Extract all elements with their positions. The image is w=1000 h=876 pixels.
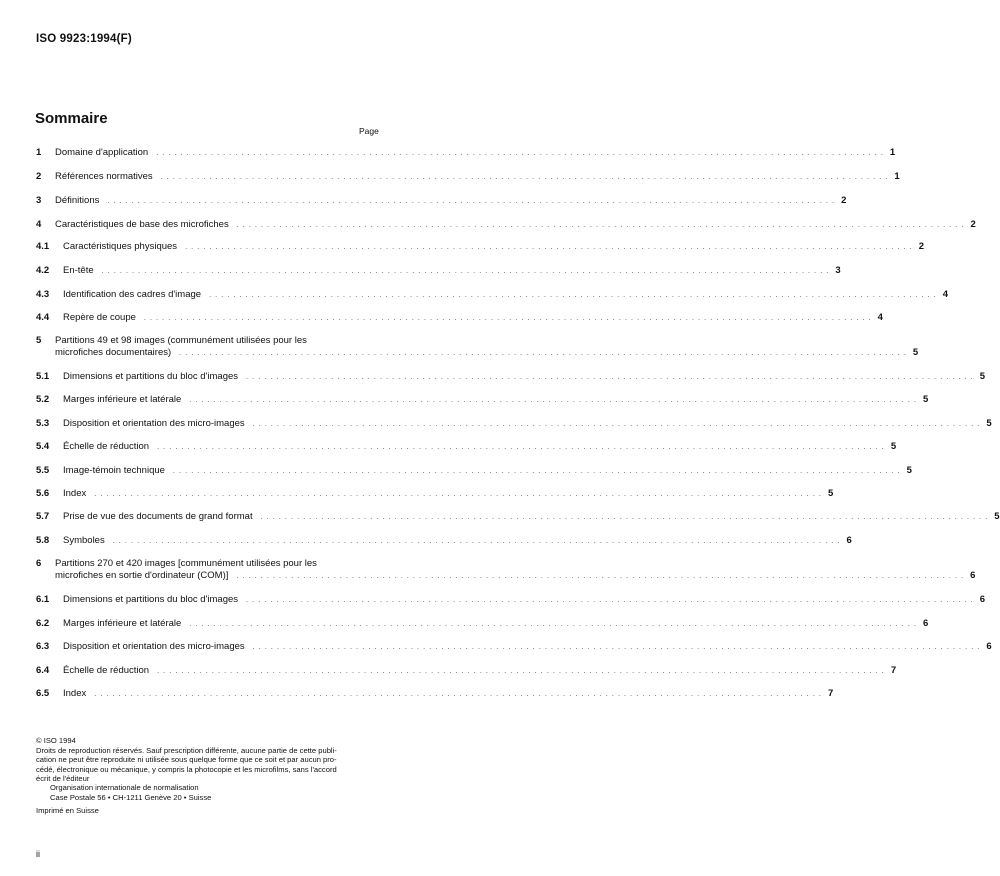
toc-entry-number: 4 (36, 219, 42, 230)
page-title: Sommaire (35, 110, 108, 127)
toc-entry-page: 1 (889, 147, 896, 158)
toc-entry-page: 3 (835, 265, 841, 276)
toc-entry (36, 289, 949, 302)
toc-entry (36, 688, 834, 701)
toc-entry-number: 5 (36, 335, 42, 346)
toc-entry (36, 418, 992, 431)
organization-name: Organisation internationale de normalisation (50, 783, 199, 792)
dot-leader: . . . . . . . . . . . . . . . . . . . . . . . . . . . . . . . . . . . . . . . . . . . . . . . . . . . . . . . . . . . . . . . . . . . . . . . . . . . . . . . . . . . . . . . . . . . . . . . . . . . . . . . . . . . . . . . . . . . . . . . . (246, 597, 974, 604)
toc-entry-page: 2 (841, 195, 847, 206)
toc-entry-page: 4 (942, 289, 949, 300)
toc-entry-title: Dimensions et partitions du bloc d'images (63, 594, 239, 605)
toc-entry-page: 6 (986, 641, 992, 652)
toc-entry-number: 6.2 (36, 618, 50, 629)
toc-entry-number: 4.2 (36, 265, 50, 276)
dot-leader: . . . . . . . . . . . . . . . . . . . . . . . . . . . . . . . . . . . . . . . . . . . . . . . . . . . . . . . . . . . . . . . . . . . . . . . . . . . . . . . . . . . . . . . . . . . . . . . . . . . . . . . . . . . . . . . . . . . . . . . . (157, 444, 885, 451)
toc-entry-page: 5 (827, 488, 834, 499)
toc-entry-number: 6.4 (36, 665, 50, 676)
toc-entry-number: 5.6 (36, 488, 50, 499)
toc-entry-title: Caractéristiques physiques (63, 241, 178, 252)
toc-entry-number: 4.4 (36, 312, 50, 323)
toc-entry-number: 5.1 (36, 371, 50, 382)
toc-entry-number: 5.2 (36, 394, 50, 405)
toc-entry-number: 4.3 (36, 289, 50, 300)
toc-entry (36, 641, 992, 654)
dot-leader: . . . . . . . . . . . . . . . . . . . . . . . . . . . . . . . . . . . . . . . . . . . . . . . . . . . . . . . . . . . . . . . . . . . . . . . . . . . . . . . . . . . . . . . . . . . . . . . . . . . . . . . . . . . . . . . . . . . . . . . . (94, 691, 822, 698)
toc-entry (36, 465, 912, 478)
toc-entry-page: 6 (979, 594, 986, 605)
toc-entry (36, 171, 900, 184)
toc-entry (36, 441, 897, 454)
toc-entry (36, 558, 976, 583)
toc-entry (36, 312, 883, 325)
copyright-text-4: écrit de l'éditeur (36, 774, 90, 783)
dot-leader: . . . . . . . . . . . . . . . . . . . . . . . . . . . . . . . . . . . . . . . . . . . . . . . . . . . . . . . . . . . . . . . . . . . . . . . . . . . . . . . . . . . . . . . . . . . . . . . . . . . . . . . . . . . . . . . . . . . . . . . . (156, 150, 884, 157)
organization-address (50, 783, 211, 802)
dot-leader: . . . . . . . . . . . . . . . . . . . . . . . . . . . . . . . . . . . . . . . . . . . . . . . . . . . . . . . . . . . . . . . . . . . . . . . . . . . . . . . . . . . . . . . . . . . . . . . . . . . . . . . . . . . . . . . . . . . . . . . . (246, 374, 974, 381)
toc-entry-number: 4.1 (36, 241, 50, 252)
toc-entry (36, 665, 897, 678)
dot-leader: . . . . . . . . . . . . . . . . . . . . . . . . . . . . . . . . . . . . . . . . . . . . . . . . . . . . . . . . . . . . . . . . . . . . . . . . . . . . . . . . . . . . . . . . . . . . . . . . . . . . . . . . . . . . . . . . . . . . . . . . (236, 573, 965, 580)
toc-entry-page: 6 (970, 570, 976, 581)
toc-entry-page: 5 (890, 441, 897, 452)
toc-entry-title: Disposition et orientation des micro-images (63, 418, 245, 429)
toc-entry-title: Disposition et orientation des micro-images (63, 641, 245, 652)
toc-entry-number: 5.4 (36, 441, 50, 452)
copyright-line: © ISO 1994 (36, 736, 76, 745)
dot-leader: . . . . . . . . . . . . . . . . . . . . . . . . . . . . . . . . . . . . . . . . . . . . . . . . . . . . . . . . . . . . . . . . . . . . . . . . . . . . . . . . . . . . . . . . . . . . . . . . . . . . . . . . . . . . . . . . . . . . . . . . (101, 268, 830, 275)
toc-entry-title: Partitions 49 et 98 images (communément utilisées pour les (55, 335, 307, 346)
toc-entry-title: Index (63, 688, 87, 699)
organization-postal: Case Postale 56 • CH-1211 Genève 20 • Suisse (50, 792, 212, 802)
dot-leader: . . . . . . . . . . . . . . . . . . . . . . . . . . . . . . . . . . . . . . . . . . . . . . . . . . . . . . . . . . . . . . . . . . . . . . . . . . . . . . . . . . . . . . . . . . . . . . . . . . . . . . . . . . . . . . . . . . . . . . . . (179, 350, 907, 357)
toc-entry-title: Domaine d'application (55, 147, 149, 158)
toc-entry (36, 265, 841, 278)
copyright-text-2: cation ne peut être reproduite ni utilisée sous quelque forme que ce soit et par aucun pro- (36, 755, 337, 764)
toc-entry-number: 5.3 (36, 418, 50, 429)
toc-entry-title: En-tête (63, 265, 94, 276)
toc-entry-number: 6 (36, 558, 42, 569)
toc-entry-title: Identification des cadres d'image (63, 289, 202, 300)
toc-entry-title: Index (63, 488, 87, 499)
toc-entry-title: microfiches en sortie d'ordinateur (COM)] (55, 570, 229, 581)
dot-leader: . . . . . . . . . . . . . . . . . . . . . . . . . . . . . . . . . . . . . . . . . . . . . . . . . . . . . . . . . . . . . . . . . . . . . . . . . . . . . . . . . . . . . . . . . . . . . . . . . . . . . . . . . . . . . . . . . . . . . . . . (189, 397, 918, 404)
dot-leader: . . . . . . . . . . . . . . . . . . . . . . . . . . . . . . . . . . . . . . . . . . . . . . . . . . . . . . . . . . . . . . . . . . . . . . . . . . . . . . . . . . . . . . . . . . . . . . . . . . . . . . . . . . . . . . . . . . . . . . . . (185, 244, 913, 251)
toc-entry-number: 6.1 (36, 594, 50, 605)
page-column-label: Page (359, 126, 379, 136)
printed-in: Imprimé en Suisse (36, 806, 99, 815)
dot-leader: . . . . . . . . . . . . . . . . . . . . . . . . . . . . . . . . . . . . . . . . . . . . . . . . . . . . . . . . . . . . . . . . . . . . . . . . . . . . . . . . . . . . . . . . . . . . . . . . . . . . . . . . . . . . . . . . . . . . . . . . (189, 621, 918, 628)
copyright-text-3: cédé, électronique ou mécanique, y compris la photocopie et les microfilms, sans l'accord (36, 764, 337, 774)
toc-entry-title: microfiches documentaires) (55, 347, 172, 358)
toc-entry-page: 6 (923, 618, 929, 629)
toc-entry-page: 7 (827, 688, 834, 699)
toc-entry-number: 5.7 (36, 511, 50, 522)
toc-entry (36, 371, 986, 384)
toc-entry-title: Échelle de réduction (63, 441, 150, 452)
dot-leader: . . . . . . . . . . . . . . . . . . . . . . . . . . . . . . . . . . . . . . . . . . . . . . . . . . . . . . . . . . . . . . . . . . . . . . . . . . . . . . . . . . . . . . . . . . . . . . . . . . . . . . . . . . . . . . . . . . . . . . . . (160, 174, 889, 181)
toc-entry (36, 488, 834, 501)
toc-entry-title: Marges inférieure et latérale (63, 618, 182, 629)
toc-entry (36, 394, 929, 407)
copyright-notice (36, 736, 384, 784)
toc-entry-title: Image-témoin technique (63, 465, 165, 476)
toc-entry (36, 335, 919, 360)
dot-leader: . . . . . . . . . . . . . . . . . . . . . . . . . . . . . . . . . . . . . . . . . . . . . . . . . . . . . . . . . . . . . . . . . . . . . . . . . . . . . . . . . . . . . . . . . . . . . . . . . . . . . . . . . . . . . . . . . . . . . . . . (252, 421, 981, 428)
toc-entry (36, 195, 847, 208)
toc-entry-title: Prise de vue des documents de grand format (63, 511, 253, 522)
toc-entry-page: 7 (890, 665, 897, 676)
toc-entry-number: 6.5 (36, 688, 50, 699)
toc-entry (36, 511, 1000, 524)
toc-entry-title: Partitions 270 et 420 images [communément utilisées pour les (55, 558, 317, 569)
dot-leader: . . . . . . . . . . . . . . . . . . . . . . . . . . . . . . . . . . . . . . . . . . . . . . . . . . . . . . . . . . . . . . . . . . . . . . . . . . . . . . . . . . . . . . . . . . . . . . . . . . . . . . . . . . . . . . . . . . . . . . . . (236, 222, 965, 229)
toc-entry-page: 5 (986, 418, 992, 429)
toc-entry-title: Définitions (55, 195, 100, 206)
toc-entry-page: 2 (918, 241, 925, 252)
toc-entry-title: Symboles (63, 535, 105, 546)
toc-entry-number: 1 (36, 147, 42, 158)
toc-entry-number: 2 (36, 171, 42, 182)
toc-entry-page: 6 (846, 535, 852, 546)
toc-entry (36, 147, 896, 160)
toc-entry-page: 4 (877, 312, 883, 323)
toc-entry-number: 6.3 (36, 641, 50, 652)
toc-entry-page: 5 (923, 394, 929, 405)
dot-leader: . . . . . . . . . . . . . . . . . . . . . . . . . . . . . . . . . . . . . . . . . . . . . . . . . . . . . . . . . . . . . . . . . . . . . . . . . . . . . . . . . . . . . . . . . . . . . . . . . . . . . . . . . . . . . . . . . . . . . . . . (94, 491, 822, 498)
dot-leader: . . . . . . . . . . . . . . . . . . . . . . . . . . . . . . . . . . . . . . . . . . . . . . . . . . . . . . . . . . . . . . . . . . . . . . . . . . . . . . . . . . . . . . . . . . . . . . . . . . . . . . . . . . . . . . . . . . . . . . . . (209, 292, 937, 299)
standard-identifier: ISO 9923:1994(F) (36, 33, 132, 45)
dot-leader: . . . . . . . . . . . . . . . . . . . . . . . . . . . . . . . . . . . . . . . . . . . . . . . . . . . . . . . . . . . . . . . . . . . . . . . . . . . . . . . . . . . . . . . . . . . . . . . . . . . . . . . . . . . . . . . . . . . . . . . . (172, 468, 901, 475)
toc-entry-number: 3 (36, 195, 42, 206)
page-number: ii (36, 849, 40, 859)
toc-entry-number: 5.8 (36, 535, 50, 546)
toc-entry (36, 618, 929, 631)
toc-entry-number: 5.5 (36, 465, 50, 476)
toc-entry-title: Marges inférieure et latérale (63, 394, 182, 405)
toc-entry (36, 241, 925, 254)
toc-entry (36, 535, 852, 548)
toc-entry (36, 594, 986, 607)
toc-entry-page: 1 (894, 171, 900, 182)
toc-entry-title: Échelle de réduction (63, 665, 150, 676)
dot-leader: . . . . . . . . . . . . . . . . . . . . . . . . . . . . . . . . . . . . . . . . . . . . . . . . . . . . . . . . . . . . . . . . . . . . . . . . . . . . . . . . . . . . . . . . . . . . . . . . . . . . . . . . . . . . . . . . . . . . . . . . (157, 668, 885, 675)
toc-entry-page: 5 (979, 371, 986, 382)
dot-leader: . . . . . . . . . . . . . . . . . . . . . . . . . . . . . . . . . . . . . . . . . . . . . . . . . . . . . . . . . . . . . . . . . . . . . . . . . . . . . . . . . . . . . . . . . . . . . . . . . . . . . . . . . . . . . . . . . . . . . . . . (143, 315, 872, 322)
dot-leader: . . . . . . . . . . . . . . . . . . . . . . . . . . . . . . . . . . . . . . . . . . . . . . . . . . . . . . . . . . . . . . . . . . . . . . . . . . . . . . . . . . . . . . . . . . . . . . . . . . . . . . . . . . . . . . . . . . . . . . . . (252, 644, 981, 651)
toc-entry-title: Repère de coupe (63, 312, 136, 323)
copyright-text-1: Droits de reproduction réservés. Sauf prescription différente, aucune partie de cette publi- (36, 745, 337, 755)
toc-entry-page: 5 (906, 465, 912, 476)
toc-entry-title: Caractéristiques de base des microfiches (55, 219, 229, 230)
toc-entry-title: Dimensions et partitions du bloc d'images (63, 371, 239, 382)
toc-entry-page: 5 (994, 511, 1000, 522)
toc-entry-page: 2 (970, 219, 976, 230)
toc-entry-title: Références normatives (55, 171, 153, 182)
dot-leader: . . . . . . . . . . . . . . . . . . . . . . . . . . . . . . . . . . . . . . . . . . . . . . . . . . . . . . . . . . . . . . . . . . . . . . . . . . . . . . . . . . . . . . . . . . . . . . . . . . . . . . . . . . . . . . . . . . . . . . . . (260, 514, 989, 521)
toc-entry (36, 219, 976, 232)
dot-leader: . . . . . . . . . . . . . . . . . . . . . . . . . . . . . . . . . . . . . . . . . . . . . . . . . . . . . . . . . . . . . . . . . . . . . . . . . . . . . . . . . . . . . . . . . . . . . . . . . . . . . . . . . . . . . . . . . . . . . . . . (112, 538, 841, 545)
dot-leader: . . . . . . . . . . . . . . . . . . . . . . . . . . . . . . . . . . . . . . . . . . . . . . . . . . . . . . . . . . . . . . . . . . . . . . . . . . . . . . . . . . . . . . . . . . . . . . . . . . . . . . . . . . . . . . . . . . . . . . . . (107, 198, 836, 205)
toc-entry-page: 5 (912, 347, 919, 358)
